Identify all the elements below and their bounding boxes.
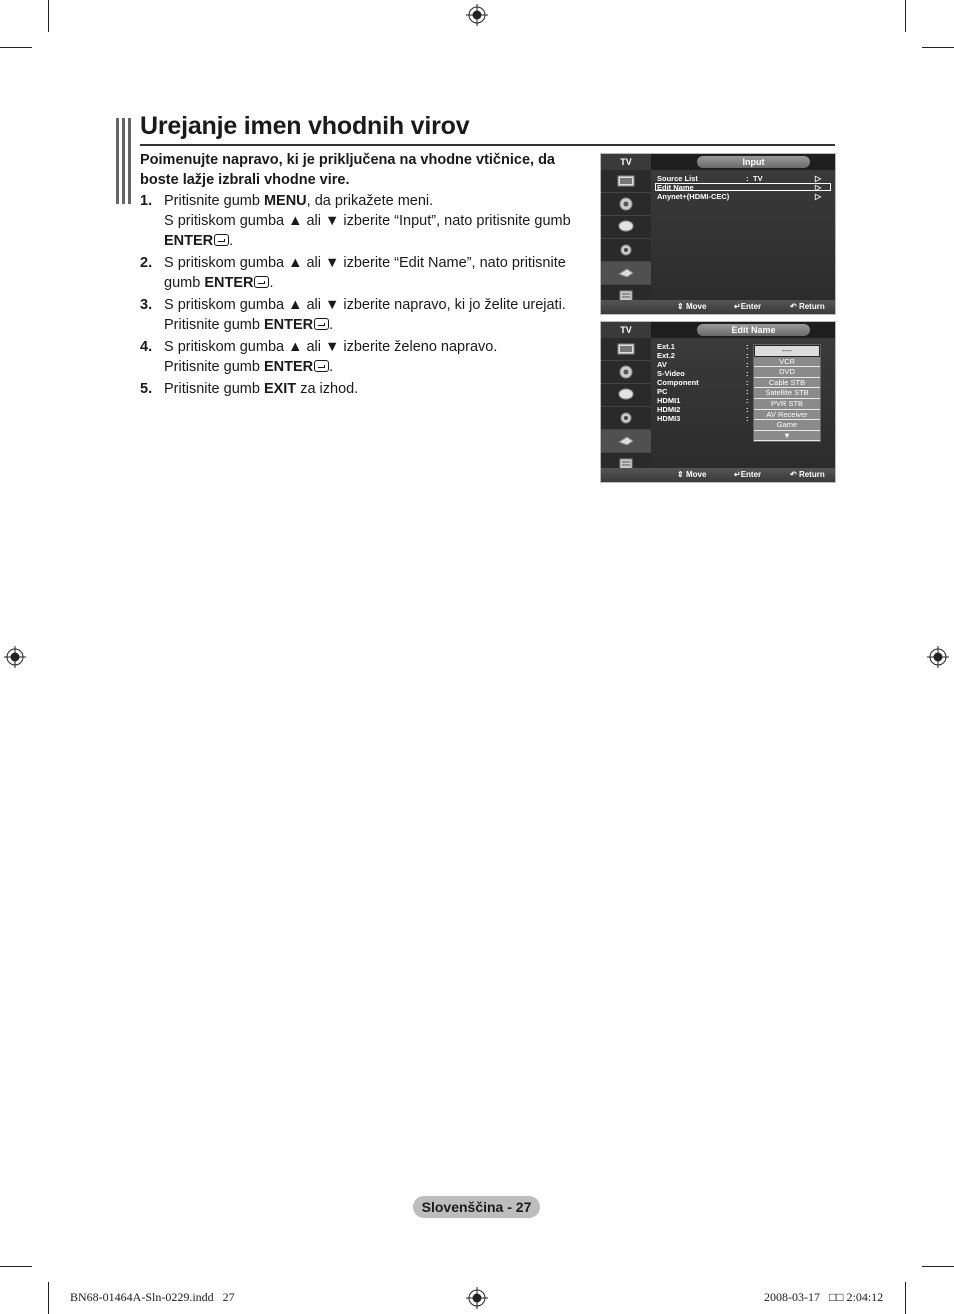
crop-mark [905,1282,906,1314]
crop-mark [922,47,954,48]
channel-menu-icon[interactable] [601,384,651,407]
dropdown-option[interactable]: PVR STB [754,399,820,410]
move-hint: ⇕ Move [677,302,707,311]
source-row-pc[interactable]: PC : [657,387,749,396]
enter-hint: ↵Enter [734,470,762,479]
registration-mark-icon [927,646,949,668]
picture-menu-icon[interactable] [601,338,651,361]
menu-footer [601,300,835,314]
steps-list [140,191,585,401]
step-2: 2. S pritiskom gumba ▲ ali ▼ izberite “Edit Name”, nato pritisnite gumb ENTER . [140,255,566,291]
source-row-s-video[interactable]: S-Video : [657,369,749,378]
crop-mark [922,1266,954,1267]
menu-header: Edit Name [697,324,810,336]
registration-mark-icon [466,4,488,26]
input-menu-icon[interactable] [601,430,651,453]
enter-icon [314,318,329,330]
step-1: 1. Pritisnite gumb MENU, da prikažete meni. S pritiskom gumba ▲ ali ▼ izberite “Input”, nato pritisnite gumb ENTER . [140,193,571,249]
crop-mark [0,47,32,48]
menu-item-anynet[interactable]: Anynet+(HDMI-CEC) ▷ [657,192,822,201]
page-title: Urejanje imen vhodnih virov [140,112,470,140]
dropdown-option[interactable]: ---- [754,345,820,357]
enter-hint: ↵Enter [734,302,762,311]
menu-item-source-list[interactable]: Source List : TV ▷ [657,174,822,183]
source-row-ext1[interactable]: Ext.1 : [657,342,749,351]
return-hint: ↶ Return [790,302,825,311]
crop-mark [905,0,906,32]
setup-menu-icon[interactable] [601,407,651,430]
step-5: 5. Pritisnite gumb EXIT za izhod. [140,381,359,397]
menu-item-edit-name[interactable]: Edit Name ▷ [657,183,822,192]
dropdown-option[interactable]: Game [754,420,820,431]
move-hint: ⇕ Move [677,470,707,479]
menu-content [651,338,835,470]
page-number-badge: Slovenščina - 27 [413,1196,540,1218]
picture-menu-icon[interactable] [601,170,651,193]
enter-icon [254,276,269,288]
registration-mark-icon [466,1287,488,1309]
menu-footer [601,468,835,482]
dropdown-option[interactable]: AV Receiver [754,410,820,421]
input-menu-icon[interactable] [601,262,651,285]
menu-sidebar [601,338,651,470]
device-name-dropdown [753,344,821,442]
source-row-component[interactable]: Component : [657,378,749,387]
source-row-hdmi2[interactable]: HDMI2 : [657,405,749,414]
step-4: 4. S pritiskom gumba ▲ ali ▼ izberite želeno napravo. Pritisnite gumb ENTER . [140,339,498,375]
intro-text: Poimenujte napravo, ki je priključena na vhodne vtičnice, da boste lažje izbrali vhodne vire. [140,152,555,188]
enter-icon [214,234,229,246]
title-decoration [116,118,132,204]
file-slug: BN68-01464A-Sln-0229.indd 27 [70,1290,235,1304]
menu-header: Input [697,156,810,168]
tv-menu-edit-name-screen [600,321,836,483]
dropdown-option[interactable]: Satellite STB [754,388,820,399]
registration-mark-icon [4,646,26,668]
menu-content [651,170,835,302]
crop-mark [48,0,49,32]
source-row-ext2[interactable]: Ext.2 : [657,351,749,360]
tv-tag: TV [601,322,651,338]
sound-menu-icon[interactable] [601,361,651,384]
channel-menu-icon[interactable] [601,216,651,239]
dropdown-option[interactable]: DVD [754,367,820,378]
menu-sidebar [601,170,651,302]
sound-menu-icon[interactable] [601,193,651,216]
crop-mark [0,1266,32,1267]
source-row-hdmi1[interactable]: HDMI1 : [657,396,749,405]
setup-menu-icon[interactable] [601,239,651,262]
return-hint: ↶ Return [790,470,825,479]
tv-menu-input-screen [600,153,836,315]
print-timestamp: 2008-03-17 □□ 2:04:12 [764,1290,884,1304]
title-rule [140,144,835,146]
tv-tag: TV [601,154,651,170]
source-row-av[interactable]: AV : [657,360,749,369]
step-3: 3. S pritiskom gumba ▲ ali ▼ izberite napravo, ki jo želite urejati. Pritisnite gumb ENTER . [140,297,566,333]
source-row-hdmi3[interactable]: HDMI3 : [657,414,749,423]
enter-icon [314,360,329,372]
scroll-down-icon[interactable]: ▼ [754,431,820,442]
dropdown-option[interactable]: Cable STB [754,378,820,389]
crop-mark [48,1282,49,1314]
dropdown-option[interactable]: VCR [754,357,820,368]
